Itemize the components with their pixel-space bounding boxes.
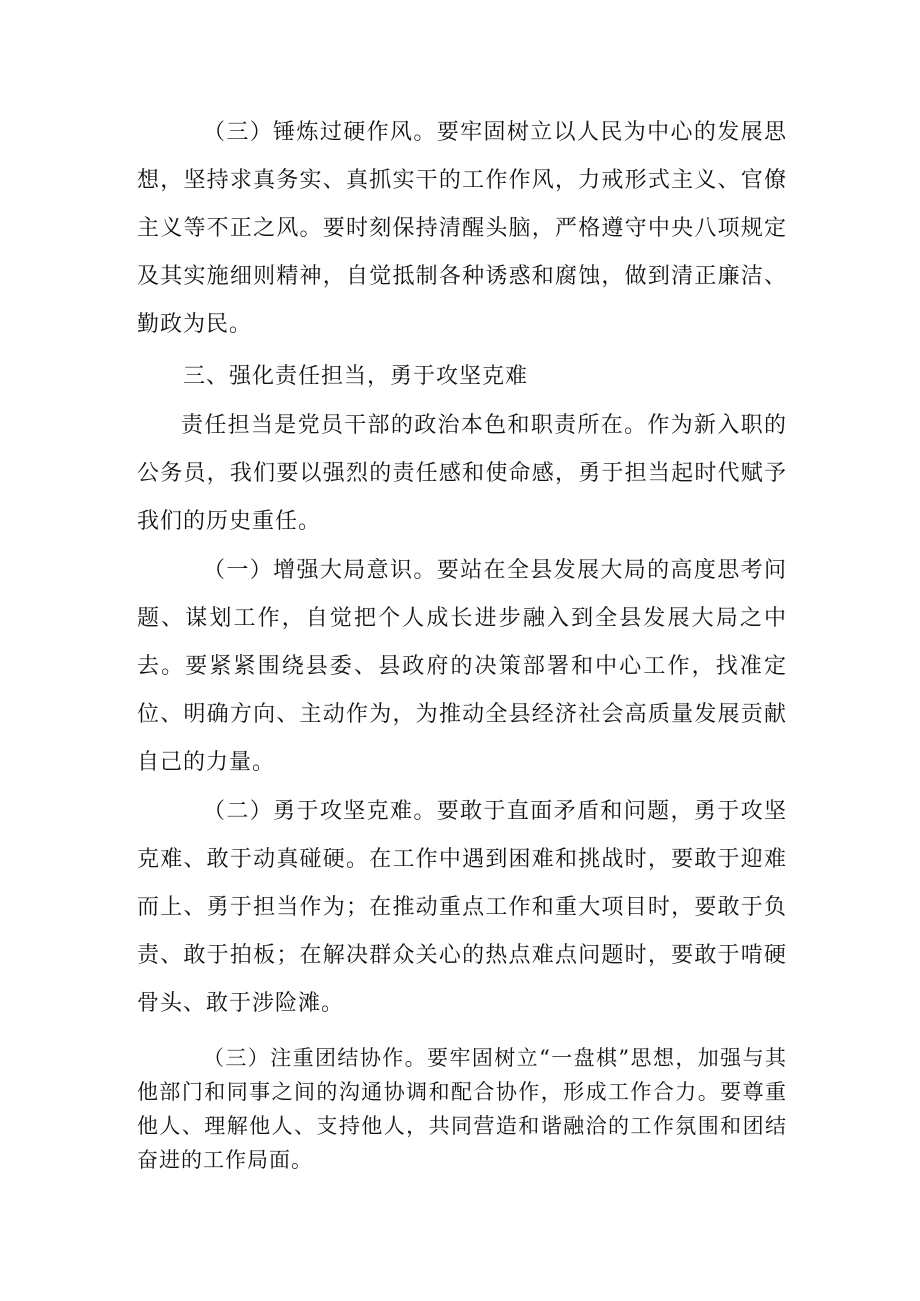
section-heading-three: 三、强化责任担当，勇于攻坚克难 (183, 364, 529, 389)
paragraph-overall-awareness: （一）增强大局意识。要站在全县发展大局的高度思考问题、谋划工作，自觉把个人成长进步融入到全县发展大局之中去。要紧紧围绕县委、县政府的决策部署和中心工作，找准定位、明确方向、主动作为，为推动全县经济社会高质量发展贡献自己的力量。 (137, 558, 787, 775)
paragraph-responsibility-intro: 责任担当是党员干部的政治本色和职责所在。作为新入职的公务员，我们要以强烈的责任感和使命感，勇于担当起时代赋予我们的历史重任。 (137, 413, 787, 534)
paragraph-teamwork: （三）注重团结协作。要牢固树立“一盘棋”思想，加强与其他部门和同事之间的沟通协调和配合协作，形成工作合力。要尊重他人、理解他人、支持他人，共同营造和谐融洽的工作氛围和团结奋进的工作局面。 (137, 1046, 787, 1172)
paragraph-tackle-difficulties: （二）勇于攻坚克难。要敢于直面矛盾和问题，勇于攻坚克难、敢于动真碰硬。在工作中遇到困难和挑战时，要敢于迎难而上、勇于担当作为；在推动重点工作和重大项目时，要敢于负责、敢于拍板；在解决群众关心的热点难点问题时，要敢于啃硬骨头、敢于涉险滩。 (137, 799, 787, 1016)
paragraph-temper-style: （三）锤炼过硬作风。要牢固树立以人民为中心的发展思想，坚持求真务实、真抓实干的工作作风，力戒形式主义、官僚主义等不正之风。要时刻保持清醒头脑，严格遵守中央八项规定及其实施细则精神，自觉抵制各种诱惑和腐蚀，做到清正廉洁、勤政为民。 (137, 120, 787, 337)
